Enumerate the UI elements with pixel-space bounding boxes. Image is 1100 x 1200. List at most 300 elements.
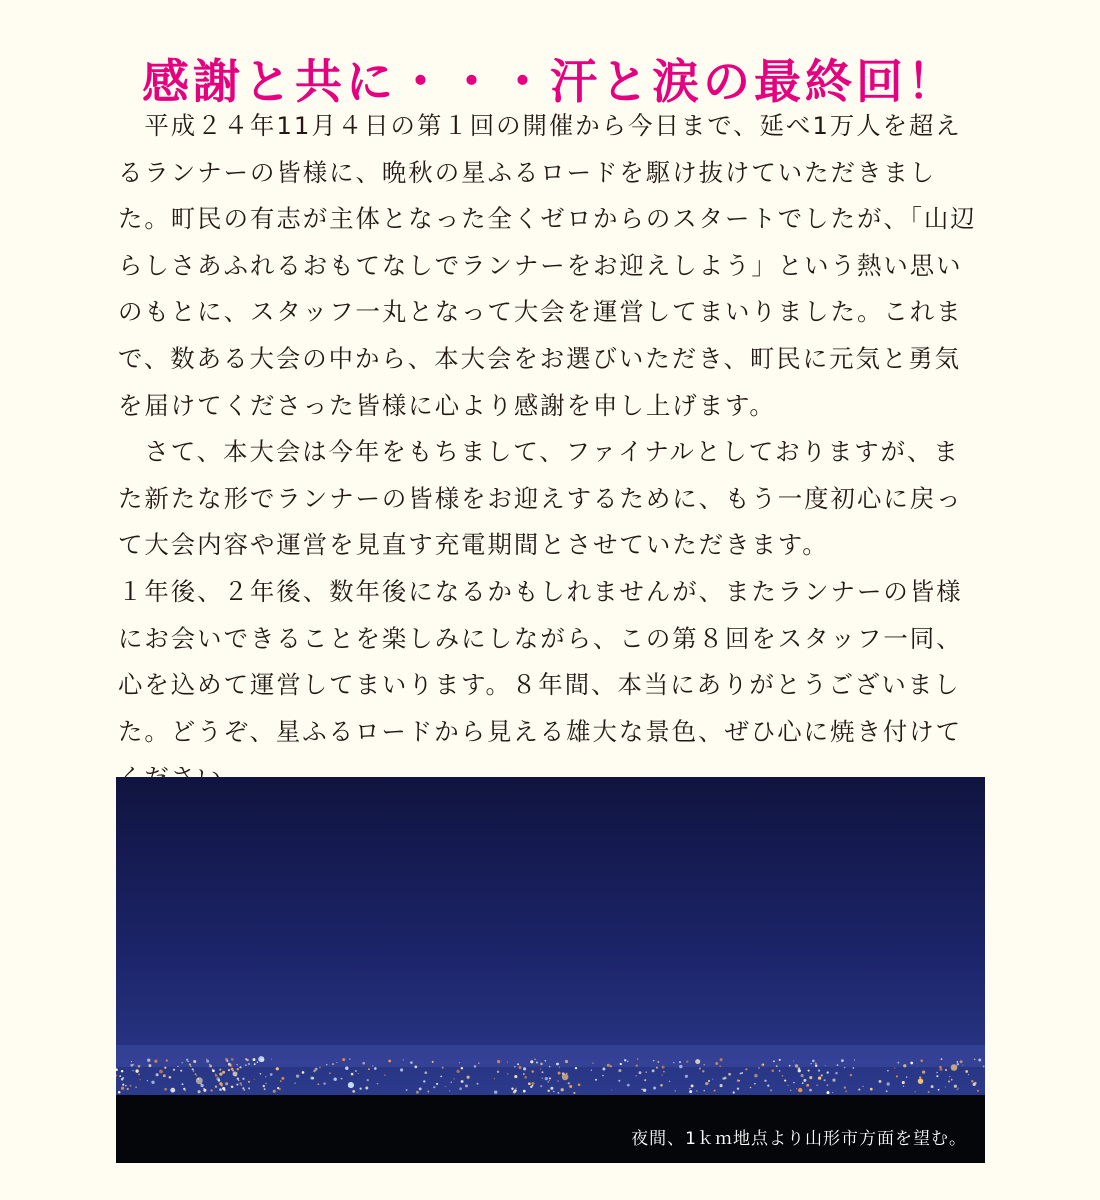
city-light (824, 1079, 826, 1081)
city-light (342, 1058, 345, 1061)
city-light (815, 1063, 817, 1065)
city-light (229, 1065, 231, 1067)
city-light (523, 1067, 526, 1070)
city-light (534, 1059, 535, 1060)
city-light (790, 1090, 791, 1091)
city-light (562, 1074, 569, 1081)
paragraph-3: １年後、２年後、数年後になるかもしれませんが、またランナーの皆様にお会いできることを楽しみにしながら、この第８回をスタッフ一同、心を込めて運営してまいります。８年間、本当にありがとうございました。どうぞ、星ふるロードから見える雄大な景色、ぜひ心に焼き付けて (118, 576, 963, 746)
city-light (653, 1060, 655, 1062)
city-light (313, 1070, 316, 1073)
city-light (122, 1077, 124, 1079)
city-light (195, 1073, 197, 1075)
city-light (122, 1084, 124, 1086)
city-light (611, 1090, 612, 1091)
city-light (524, 1076, 527, 1079)
city-light (825, 1065, 826, 1066)
city-light (359, 1087, 361, 1089)
city-light (949, 1076, 950, 1077)
city-light (177, 1066, 178, 1067)
city-light (918, 1078, 924, 1084)
city-light (801, 1074, 804, 1077)
city-light (784, 1080, 786, 1082)
city-light (816, 1084, 818, 1086)
city-light (837, 1064, 839, 1066)
city-light (886, 1090, 888, 1092)
city-light (703, 1090, 704, 1091)
city-light (244, 1089, 245, 1090)
city-light (181, 1062, 182, 1063)
city-light (903, 1064, 906, 1067)
city-light (977, 1090, 979, 1092)
city-light (237, 1068, 240, 1071)
city-light (148, 1064, 151, 1067)
city-light (646, 1072, 647, 1073)
city-light (699, 1067, 701, 1069)
city-light (954, 1085, 957, 1088)
city-light (796, 1088, 797, 1089)
city-light (558, 1072, 561, 1075)
city-light (696, 1090, 697, 1091)
city-light (367, 1079, 369, 1081)
city-light (140, 1079, 141, 1080)
city-light (983, 1066, 985, 1068)
city-light (928, 1091, 930, 1093)
city-light (896, 1075, 898, 1077)
city-light (248, 1063, 250, 1065)
city-light (675, 1090, 676, 1091)
city-light (514, 1075, 517, 1078)
city-light (832, 1092, 833, 1093)
city-light (264, 1088, 266, 1090)
city-light (209, 1065, 212, 1068)
city-light (722, 1077, 724, 1079)
city-light (602, 1068, 605, 1071)
city-light (196, 1077, 203, 1084)
city-light (147, 1059, 150, 1062)
city-light (169, 1076, 172, 1079)
city-light (235, 1075, 237, 1077)
city-light (737, 1079, 739, 1081)
city-light (341, 1078, 343, 1080)
city-light (557, 1080, 559, 1082)
city-light (764, 1080, 766, 1082)
city-light (960, 1060, 963, 1063)
city-light (231, 1058, 234, 1061)
city-light (827, 1091, 830, 1094)
city-light (679, 1065, 682, 1068)
city-light (544, 1060, 546, 1062)
city-light (156, 1073, 159, 1076)
city-light (461, 1080, 464, 1083)
city-light (187, 1061, 188, 1062)
city-light (125, 1085, 126, 1086)
city-light (624, 1059, 626, 1061)
city-light (853, 1067, 855, 1069)
city-light (265, 1083, 266, 1084)
city-light (478, 1062, 480, 1064)
city-light (135, 1086, 137, 1088)
city-light (507, 1073, 509, 1075)
city-light (414, 1066, 417, 1069)
city-light (257, 1062, 258, 1063)
city-light (965, 1070, 968, 1073)
city-light (948, 1080, 950, 1082)
city-light (271, 1059, 272, 1060)
city-light (206, 1060, 209, 1063)
city-light (442, 1067, 444, 1069)
city-light (773, 1060, 775, 1062)
city-light (938, 1089, 940, 1091)
city-light (215, 1086, 217, 1088)
city-light (159, 1070, 163, 1074)
city-light (703, 1064, 704, 1065)
city-light (695, 1059, 700, 1064)
city-light (190, 1066, 191, 1067)
city-light (263, 1085, 265, 1087)
city-light (119, 1075, 121, 1077)
city-light (968, 1074, 969, 1075)
city-light (221, 1084, 223, 1086)
city-light (215, 1074, 218, 1077)
city-light (578, 1084, 581, 1087)
city-light (951, 1064, 958, 1071)
city-light (236, 1064, 237, 1065)
city-light (294, 1082, 296, 1084)
city-light (618, 1069, 621, 1072)
city-light (219, 1072, 222, 1075)
city-light (532, 1070, 534, 1072)
city-light (746, 1068, 748, 1070)
city-light (922, 1070, 925, 1073)
city-light (425, 1071, 428, 1074)
city-light (323, 1082, 326, 1085)
city-light (245, 1058, 247, 1060)
city-light (957, 1089, 959, 1091)
city-light (215, 1073, 216, 1074)
city-light (844, 1087, 846, 1089)
city-light (798, 1069, 801, 1072)
city-light (517, 1063, 519, 1065)
city-light (772, 1069, 775, 1072)
city-light (573, 1092, 575, 1094)
city-light (223, 1089, 225, 1091)
page-title: 感謝と共に・・・汗と涙の最終回！ (142, 55, 958, 111)
city-light (147, 1080, 148, 1081)
city-light (494, 1091, 497, 1094)
city-light (362, 1062, 365, 1065)
city-light (528, 1082, 531, 1085)
city-light (279, 1088, 281, 1090)
city-light (497, 1071, 499, 1073)
city-light (352, 1090, 355, 1093)
city-light (798, 1088, 802, 1092)
city-light (196, 1075, 197, 1076)
city-light (770, 1089, 772, 1091)
city-light (639, 1071, 642, 1074)
photo-caption: 夜間、1ｋｍ地点より山形市方面を望む。 (631, 1129, 967, 1149)
city-light (812, 1060, 815, 1063)
city-light (844, 1067, 846, 1069)
city-light (247, 1060, 248, 1061)
city-light (200, 1084, 203, 1087)
city-light (173, 1069, 175, 1071)
city-light (540, 1085, 542, 1087)
city-light (662, 1066, 665, 1069)
city-light (657, 1061, 659, 1063)
city-light (566, 1073, 567, 1074)
city-light (138, 1074, 140, 1076)
city-light (920, 1059, 922, 1061)
city-light (329, 1072, 331, 1074)
city-light (530, 1060, 533, 1063)
city-light (662, 1074, 663, 1075)
city-light (245, 1064, 246, 1065)
city-light (248, 1081, 250, 1083)
city-light (627, 1084, 630, 1087)
city-light (180, 1070, 182, 1072)
city-light (720, 1084, 723, 1087)
city-light (618, 1080, 620, 1082)
city-light (779, 1070, 781, 1072)
city-light (862, 1086, 863, 1087)
city-light (903, 1086, 904, 1087)
city-light (936, 1075, 938, 1077)
city-light (192, 1068, 194, 1070)
city-light (403, 1059, 404, 1060)
city-light (423, 1080, 425, 1082)
city-light (636, 1075, 637, 1076)
city-light (281, 1077, 284, 1080)
city-light (118, 1091, 121, 1094)
city-light (193, 1070, 194, 1071)
city-light (218, 1079, 220, 1081)
city-light (809, 1089, 812, 1092)
city-light (365, 1086, 368, 1089)
city-light (806, 1084, 809, 1087)
city-light (410, 1061, 413, 1064)
city-light (225, 1082, 228, 1085)
city-light (887, 1070, 889, 1072)
city-light (660, 1084, 663, 1087)
city-light (280, 1080, 282, 1082)
city-light (265, 1076, 266, 1077)
city-light (228, 1069, 230, 1071)
city-light (787, 1085, 788, 1086)
city-light (809, 1076, 812, 1079)
paragraph-1: 平成２４年11月４日の第１回の開催から今日まで、延べ1万人を超えるランナーの皆様に、晩秋の星ふるロードを駆け抜けていただきました。町民の有志が主体となった全くゼロからのスタートでしたが、「山辺らしさあふれるおもてなしでランナーをお迎えしよう」という熱い思いのもとに、スタッフ一丸となって大会を運営してまいりました。これまで、数ある大会の中から、本大会をお選びいただき、町民に元気と勇気を届けてくださった皆様に心より感謝を申し上げます。 (118, 111, 977, 420)
city-light (116, 1068, 118, 1071)
city-light (419, 1088, 422, 1091)
city-light (132, 1064, 134, 1066)
city-light (260, 1073, 262, 1075)
city-light (519, 1066, 522, 1069)
city-light (523, 1090, 526, 1093)
city-light (348, 1082, 354, 1088)
city-light (368, 1068, 370, 1070)
city-light (714, 1090, 716, 1092)
city-light (656, 1067, 658, 1069)
city-light (116, 1075, 117, 1077)
city-light (902, 1081, 905, 1084)
city-light (515, 1088, 516, 1089)
city-light (776, 1065, 778, 1067)
city-light (931, 1085, 934, 1088)
city-light (384, 1074, 386, 1076)
city-light (135, 1069, 138, 1072)
city-light (302, 1071, 305, 1074)
city-light (669, 1081, 670, 1082)
city-light (719, 1065, 721, 1067)
city-light (789, 1065, 791, 1067)
city-light (453, 1078, 454, 1079)
city-light (835, 1072, 838, 1075)
city-light (832, 1079, 835, 1082)
city-light (450, 1081, 451, 1082)
city-light (242, 1078, 244, 1080)
city-light (549, 1077, 551, 1079)
city-light (763, 1064, 764, 1065)
city-light (910, 1062, 913, 1065)
city-lights-layer (116, 777, 985, 1163)
city-light (906, 1076, 908, 1078)
city-light (203, 1089, 206, 1092)
city-light (132, 1070, 133, 1071)
city-light (653, 1086, 656, 1089)
city-light (733, 1091, 735, 1093)
city-light (242, 1087, 244, 1089)
city-light (595, 1079, 597, 1081)
city-light (166, 1059, 168, 1061)
city-light (540, 1063, 543, 1066)
city-light (182, 1083, 184, 1085)
city-light (845, 1090, 847, 1092)
city-light (750, 1087, 752, 1089)
city-light (686, 1061, 688, 1063)
city-light (945, 1086, 946, 1087)
city-light (532, 1082, 535, 1085)
city-light (231, 1086, 234, 1089)
city-light (219, 1088, 222, 1091)
city-light (461, 1067, 463, 1069)
city-light (222, 1071, 225, 1074)
city-light (957, 1061, 959, 1063)
city-light (591, 1070, 592, 1071)
city-light (958, 1088, 959, 1089)
city-light (164, 1067, 166, 1069)
city-light (945, 1069, 947, 1071)
city-light (238, 1080, 240, 1082)
city-light (377, 1083, 379, 1085)
paragraph-2: さて、本大会は今年をもちまして、ファイナルとしておりますが、また新たな形でランナーの皆様をお迎えするために、もう一度初心に戻って大会内容や運営を見直す充電期間とさせていただきます。 (118, 437, 963, 560)
city-light (549, 1080, 550, 1081)
city-light (767, 1085, 769, 1087)
city-light (705, 1082, 708, 1085)
city-light (547, 1090, 549, 1092)
city-light (712, 1079, 713, 1080)
city-light (607, 1064, 610, 1067)
city-light (561, 1088, 564, 1091)
city-light (474, 1065, 477, 1068)
city-light (372, 1065, 373, 1066)
city-light (253, 1058, 256, 1061)
city-light (121, 1087, 124, 1090)
city-light (957, 1063, 959, 1065)
city-light (559, 1067, 560, 1068)
city-light (276, 1067, 279, 1070)
city-light (351, 1073, 354, 1076)
city-light (821, 1074, 823, 1076)
city-light (456, 1070, 459, 1073)
city-light (870, 1088, 873, 1091)
city-light (540, 1068, 541, 1069)
city-light (542, 1077, 543, 1078)
city-light (818, 1076, 821, 1079)
city-light (854, 1060, 855, 1061)
city-light (602, 1075, 603, 1076)
city-light (317, 1083, 319, 1085)
city-light (803, 1079, 806, 1082)
city-light (754, 1074, 757, 1077)
body-text (118, 103, 986, 802)
city-light (720, 1058, 723, 1061)
city-light (826, 1084, 828, 1086)
city-light (841, 1059, 844, 1062)
city-light (406, 1089, 408, 1091)
city-light (610, 1065, 612, 1067)
city-light (793, 1082, 794, 1083)
city-light (494, 1078, 495, 1079)
city-light (673, 1062, 674, 1063)
city-light (858, 1089, 860, 1091)
city-light (326, 1064, 327, 1065)
city-light (239, 1066, 241, 1068)
city-light (815, 1065, 817, 1067)
city-light (336, 1062, 337, 1063)
city-light (345, 1067, 348, 1070)
city-light (556, 1063, 559, 1066)
city-light (523, 1073, 525, 1075)
city-light (511, 1088, 513, 1090)
city-light (568, 1082, 570, 1084)
city-light (388, 1060, 391, 1063)
city-light (542, 1071, 544, 1073)
city-light (186, 1059, 188, 1061)
city-light (184, 1090, 186, 1092)
city-light (636, 1064, 638, 1066)
city-light (400, 1068, 403, 1071)
city-light (219, 1069, 221, 1071)
city-light (212, 1069, 215, 1072)
city-light (349, 1058, 350, 1059)
city-light (758, 1067, 759, 1068)
city-light (897, 1062, 899, 1064)
city-light (962, 1064, 963, 1065)
city-light (332, 1063, 334, 1065)
city-light (433, 1086, 435, 1088)
city-light (459, 1062, 460, 1063)
city-light (691, 1084, 694, 1087)
city-light (547, 1081, 549, 1083)
city-light (974, 1058, 976, 1060)
city-light (193, 1060, 196, 1063)
city-light (679, 1061, 681, 1063)
city-light (558, 1092, 560, 1094)
city-light (850, 1074, 852, 1076)
city-light (310, 1077, 313, 1080)
city-light (459, 1087, 462, 1090)
city-light (254, 1079, 255, 1080)
city-light (241, 1084, 242, 1085)
